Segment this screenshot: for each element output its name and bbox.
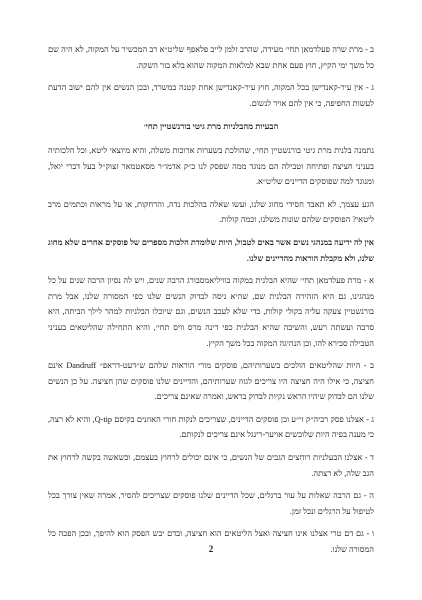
paragraph-bet: ב - היות שהליטאים הולכים בשערותיהם, פוסקים מורי הוראות שלהם ש״דעט-דראפ״ Dandruff אינם חציצה, כי אילו היה חציצה היו צריכים לגזוז שערותיהם, והדיינים שלנו פוסקים שהן חציצה. על כן הנשים שלנו הם לבדוק שיהיו הראש נקיות לבדוק בראש, ואמרה שאינם צריכים. [48,361,374,402]
paragraph-he: ה - גם הרבה שאלות על עור ברגלים, שכל הדיינים שלנו פוסקים שצריכים להסיר, אמרה שאין צורך בכל לטיפול על הרגלים ונכל זמן. [48,491,374,516]
paragraph-alef: א - מרת פעלדמאן תחי׳ שהיא הבלנית במקוה בוויליאמסבורג הרבה שנים, ויש לה נסיון הרבה שנים על כל מנהגינו, גם היא הזהירה הבלנית שם, שהיא ניסה לבדוק הנשים שלנו כפי המסורה שלנו, אבל מרת בורנשטיין צעקה עליה בקולי קולות, כדי שלא לעכב הנשים, וגם שיוכלו הבלניות למהר לילך הביתה, היא סרבה ועשתה רעש, והשיבה שהיא הבלנית כפי דינה מרס וויס תחי׳, והיא התחילה שהליטאים בעניני הטבילה סבירא להו, וכן הנהיגה המקוה בכל משך הקיץ. [48,276,374,348]
paragraph-gimel-top: ג - אין עיר-קאנדישן בכל המקוה, חוץ עיר-קאנדישן אחת קטנה במשרד, ובכן הנשים אין להם ישוב הדעת לעשות החפיפה, כי אין להם אויר לנשום. [48,83,374,108]
paragraph-intro: נתמנה בלנית מרת גיטי בורנשטיין תחי׳, שהולכת בשערות ארוכות משלה, והיא מיוצאי ליטא, וכל הלכותיה בעניני חציצה ופתיחה וטבילה הם מנוגד ממה שפסק לנו כ״ק אדמו״ר מסאטמאר זצוק״ל בעל דברי יואל, ומנוגד למה שפוסקים הדיינים שליט״א. [48,145,374,187]
paragraph-knowledge: אין לה ידיעה במנהגי נשים אשר באים לטבול, היות שלומדת הלכות מספרים של פוסקים אחרים שלא מחוג שלנו, ולא מקבלת הוראות מהדיינים שלנו. [48,237,374,263]
paragraph-gimel: ג - אצלנו פסק רביה״ק זי״ע וכן פוסקים הדיינים, שצריכים לנקות חורי האוזנים בקיסם Q-tip, והיא לא רצה, כי מענה בפיה היות שלובשים אויער-רינגל אינם צריכים לנקותם. [48,414,374,440]
paragraph-vav: ו - גם דם טרי אצלנו אינו חציצה ואצל הליטאים הוא חציצה, ובדם יבש הפסק הוא להיפך, ובכן הפכה כל המסורה שלנו. [48,529,374,555]
paragraph-bet-top: ב - מרת שרה פעלדמאן תחי׳ מעידה, שהרב זלמן לייב פלאפף שליט״א רב המכשיר על המקוה, לא היה שם כל משך ימי הקיץ, חוץ פעם אחת שבא למלאות המקוה שהוא בלא בור השקה. [48,45,374,70]
page-number: 2 [208,544,214,554]
document-body [48,42,374,558]
paragraph-dalet: ד - אצלנו הבעלניות רוחצים הגבים של הנשים, כי אינם יכולים לרחוץ בעצמם, וכשאשה בקשה לרחוץ את הגב שלה, לא רצתה. [48,453,374,478]
section-heading: הבעיות מהבלניות מרת גיטי בורנשטיין תחי׳ [143,122,279,132]
paragraph-questions: הגע עצמך, לא תאבד חסידי מחוג שלנו, ועשו שאלה בהלכות נדה, והרחקות, או על מראות וכתמים מרב ליטאי? הפוסקים שלהם שונות משלנו, וכמה קולות. [48,199,374,225]
